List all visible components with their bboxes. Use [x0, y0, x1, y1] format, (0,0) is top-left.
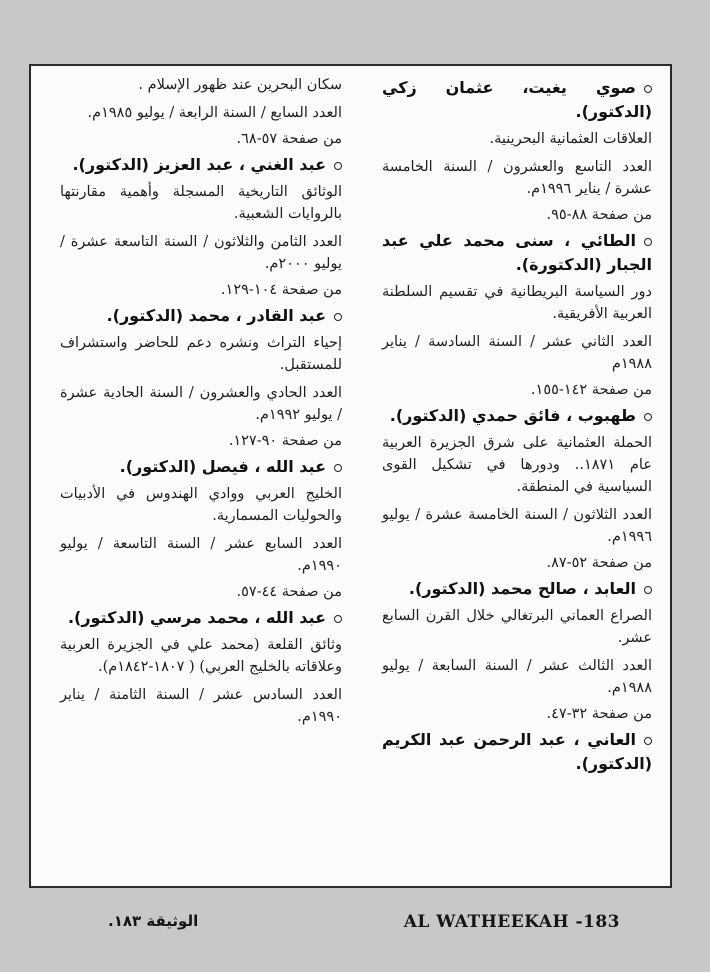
author-name: طهبوب ، فائق حمدي (الدكتور).	[389, 406, 636, 425]
author-name: عبد الله ، محمد مرسي (الدكتور).	[67, 608, 326, 627]
author-name: الطائي ، سنى محمد علي عبد الجبار (الدكتورة).	[382, 231, 652, 274]
left-column	[60, 74, 342, 731]
issue-info: العدد السابع عشر / السنة التاسعة / يوليو ١٩٩٠م.	[60, 536, 342, 574]
bullet-icon	[334, 615, 342, 623]
page-range: من صفحة ٣٢-٤٧.	[546, 706, 652, 722]
page-range: من صفحة ٤٤-٥٧.	[236, 584, 342, 600]
issue-info: العدد التاسع والعشرون / السنة الخامسة عشرة / يناير ١٩٩٦م.	[382, 159, 652, 197]
article-title: الصراع العماني البرتغالي خلال القرن السابع عشر.	[382, 608, 652, 646]
list-item	[382, 728, 652, 776]
list-item	[60, 153, 342, 301]
article-title: الخليج العربي ووادي الهندوس في الأدبيات والحوليات المسمارية.	[60, 486, 342, 524]
bullet-icon	[334, 464, 342, 472]
list-item	[382, 229, 652, 401]
page-range: من صفحة ١٤٢-١٥٥.	[530, 382, 652, 398]
article-title: الحملة العثمانية على شرق الجزيرة العربية عام ١٨٧١.. ودورها في تشكيل القوى السياسية في المنطقة.	[382, 435, 652, 495]
page-frame	[29, 64, 672, 888]
page-range: من صفحة ١٠٤-١٢٩.	[220, 282, 342, 298]
issue-info: العدد الثالث عشر / السنة السابعة / يوليو ١٩٨٨م.	[382, 658, 652, 696]
list-item	[60, 74, 342, 150]
issue-info: العدد الحادي والعشرون / السنة الحادية عشرة / يوليو ١٩٩٢م.	[60, 385, 342, 423]
article-title: سكان البحرين عند ظهور الإسلام .	[138, 77, 342, 93]
footer-arabic: الوثيقة ١٨٣.	[108, 912, 199, 930]
list-item	[60, 304, 342, 452]
author-name: العابد ، صالح محمد (الدكتور).	[408, 579, 636, 598]
issue-info: العدد الثامن والثلاثون / السنة التاسعة عشرة / يوليو ٢٠٠٠م.	[60, 234, 342, 272]
issue-info: العدد السابع / السنة الرابعة / يوليو ١٩٨٥م.	[87, 105, 342, 121]
page-range: من صفحة ٥٢-٨٧.	[546, 555, 652, 571]
bullet-icon	[644, 737, 652, 745]
page-range: من صفحة ٥٧-٦٨.	[236, 131, 342, 147]
article-title: الوثائق التاريخية المسجلة وأهمية مقارنتها بالروايات الشعبية.	[60, 184, 342, 222]
author-name: عبد الغني ، عبد العزيز (الدكتور).	[72, 155, 326, 174]
bullet-icon	[644, 413, 652, 421]
page-range: من صفحة ٩٠-١٢٧.	[228, 433, 342, 449]
issue-info: العدد الثاني عشر / السنة السادسة / يناير ١٩٨٨م	[382, 334, 652, 372]
list-item	[60, 455, 342, 603]
article-title: إحياء التراث ونشره دعم للحاضر واستشراف للمستقبل.	[60, 335, 342, 373]
bullet-icon	[644, 586, 652, 594]
footer-english: AL WATHEEKAH -183	[403, 912, 620, 932]
author-name: صوي يغيت، عثمان زكي (الدكتور).	[382, 78, 652, 121]
issue-info: العدد الثلاثون / السنة الخامسة عشرة / يوليو ١٩٩٦م.	[382, 507, 652, 545]
list-item	[382, 577, 652, 725]
issue-info: العدد السادس عشر / السنة الثامنة / يناير ١٩٩٠م.	[60, 687, 342, 725]
article-title: العلاقات العثمانية البحرينية.	[489, 131, 652, 147]
bullet-icon	[644, 238, 652, 246]
page-range: من صفحة ٨٨-٩٥.	[546, 207, 652, 223]
list-item	[382, 404, 652, 574]
author-name: عبد القادر ، محمد (الدكتور).	[106, 306, 326, 325]
article-title: وثائق القلعة (محمد علي في الجزيرة العربية وعلاقاته بالخليج العربي) ( ١٨٠٧-١٨٤٢م).	[60, 637, 342, 675]
article-title: دور السياسة البريطانية في تقسيم السلطنة العربية الأفريقية.	[382, 284, 652, 322]
author-name: عبد الله ، فيصل (الدكتور).	[119, 457, 326, 476]
list-item	[60, 606, 342, 728]
bullet-icon	[644, 85, 652, 93]
right-column	[382, 74, 652, 779]
list-item	[382, 76, 652, 226]
bullet-icon	[334, 162, 342, 170]
author-name: العاني ، عبد الرحمن عبد الكريم (الدكتور).	[382, 730, 652, 773]
bullet-icon	[334, 313, 342, 321]
